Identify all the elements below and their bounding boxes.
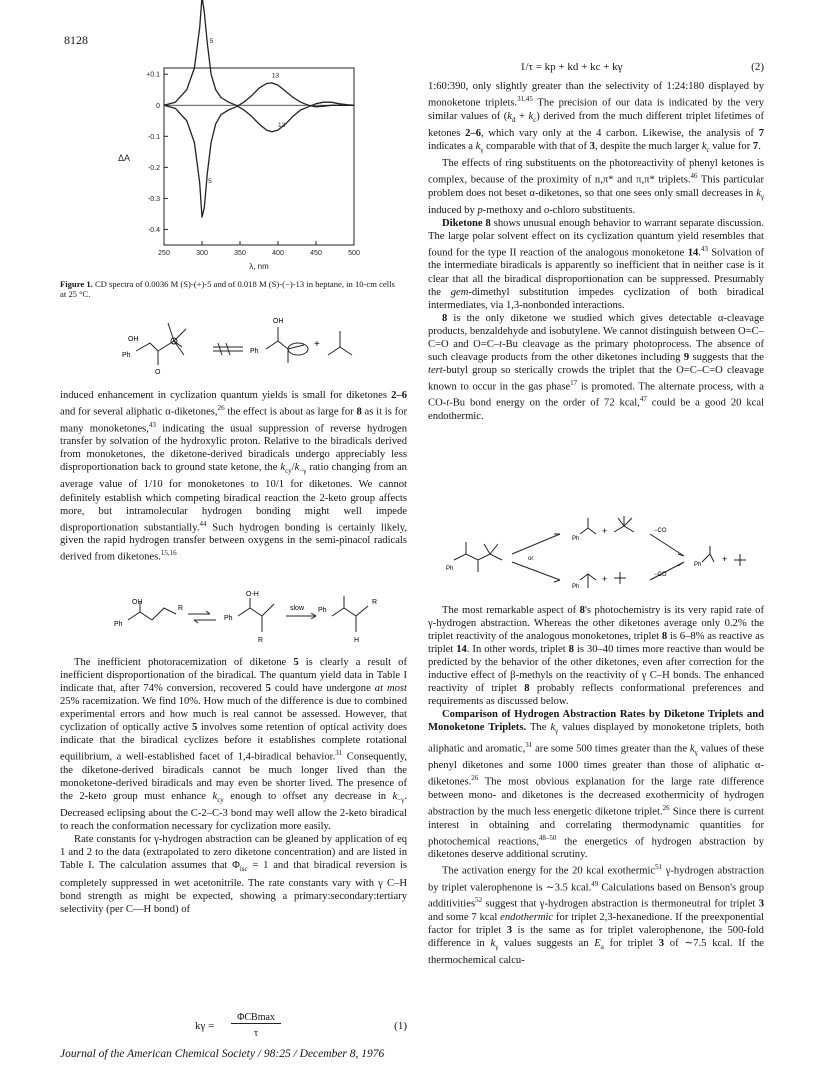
scheme2-r: R bbox=[178, 605, 184, 612]
scheme2-ph-2: Ph bbox=[224, 615, 233, 622]
eq2-number: (2) bbox=[751, 61, 764, 73]
scheme3-ph: Ph bbox=[446, 566, 454, 572]
x-tick-label: 400 bbox=[272, 250, 284, 257]
x-tick-label: 300 bbox=[196, 250, 208, 257]
scheme2-h: H bbox=[354, 637, 360, 644]
right-column-text-2: The most remarkable aspect of 8's photochemistry is its very rapid rate of γ-hydrogen abstraction. Whereas the other diketones average only 0.2% the triplet reactivity of the analogous monoketones, triplet 8 is 6–8% as reactive as triplet 14. In other words, triplet 8 is 30–40 times more reactive than would be predicted by the behavior of the other diketones, even after correction for the inductive effect of β-methyls on the reactivity of γ C–H bonds. The enhanced reactivity of triplet 8 probably reflects conformational preferences and requirements as discussed below. Comparison of Hydrogen Abstraction Rates by Diketone Triplets and Monoketone Triplets. The $k_\gamma$ values displayed by monoketone triplets, both aliphatic and aromatic,$^{31}$ are some 500 times greater than the $k_\gamma$ values of these phenyl diketones and some 1000 times greater than those of aliphatic α-diketones.$^{26}$ The most obvious explanation for the large rate difference between mono- and diketones is the decreased exothermicity of hydrogen abstraction by the much less energetic diketone triplet.$^{26}$ Since there is current interest in obtaining and correlating thermodynamic quantities for photochemical reactions,$^{48-50}$ the energetics of hydrogen abstraction by diketones deserve additional scrutiny. The activation energy for the 20 kcal exothermic$^{51}$ γ-hydrogen abstraction by triplet valerophenone is ∼3.5 kcal.$^{49}$ Calculations based on Benson's group additivities$^{52}$ suggest that γ-hydrogen abstraction is thermoneutral for triplet 3 and some 7 kcal endothermic for triplet 2,3-hexanedione. If the preexponential factor for triplet 3 is the same as for triplet valerophenone, the 500-fold difference in $k_\gamma$ values suggests an $E_a$ for triplet 3 of ∼7.5 kcal. If the thermochemical calcu- bbox=[428, 605, 765, 967]
figure-caption bbox=[60, 279, 400, 300]
scheme3-minus-co-2: −CO bbox=[654, 572, 667, 578]
eq2-body: 1/τ = kp + kd + kc + kγ bbox=[520, 61, 623, 73]
scheme3-or: or bbox=[528, 556, 534, 562]
x-tick-label: 350 bbox=[234, 250, 246, 257]
journal-footer: Journal of the American Chemical Society / 98:25 / December 8, 1976 bbox=[60, 1048, 385, 1060]
scheme-alpha-cleavage bbox=[440, 510, 760, 600]
scheme2-r-3: R bbox=[372, 599, 378, 606]
scheme3-ph-2: Ph bbox=[572, 536, 580, 542]
scheme3-plus: + bbox=[602, 526, 608, 536]
scheme3-plus-3: + bbox=[722, 554, 728, 564]
eq1-number: (1) bbox=[394, 1020, 407, 1032]
scheme2-ph-3: Ph bbox=[318, 607, 327, 614]
x-tick-label: 450 bbox=[310, 250, 322, 257]
scheme3-plus-2: + bbox=[602, 574, 608, 584]
scheme-label-o: O bbox=[155, 369, 161, 376]
y-tick-label: +0.1 bbox=[146, 71, 160, 79]
figure-caption-text: CD spectra of 0.0036 M (S)-(+)-5 and of 0.018 M (S)-(−)-13 in heptane, in 10-cm cells at 25 °C. bbox=[60, 279, 395, 300]
x-axis-label: λ, nm bbox=[249, 262, 269, 271]
scheme2-r-2: R bbox=[258, 637, 264, 644]
scheme2-o-h: O-H bbox=[246, 591, 259, 598]
scheme-label-ph: Ph bbox=[122, 352, 131, 359]
scheme-biradical-cleavage bbox=[118, 303, 368, 383]
y-tick-label: -0.1 bbox=[147, 133, 160, 141]
cd-spectrum-chart bbox=[112, 38, 364, 282]
scheme3-ph-4: Ph bbox=[694, 562, 702, 568]
equation-1 bbox=[195, 1012, 407, 1042]
x-tick-label: 250 bbox=[158, 250, 170, 257]
eq1-lhs: kγ = bbox=[195, 1020, 215, 1032]
y-tick-label: -0.3 bbox=[147, 195, 160, 203]
scheme2-slow: slow bbox=[290, 605, 305, 612]
y-tick-label: -0.2 bbox=[147, 164, 160, 172]
scheme3-minus-co: −CO bbox=[654, 528, 667, 534]
eq1-numerator: ΦCBmax bbox=[231, 1012, 281, 1024]
y-axis-label: ΔA bbox=[118, 153, 131, 164]
x-tick-label: 500 bbox=[348, 250, 360, 257]
page-number: 8128 bbox=[64, 33, 88, 47]
scheme-label-oh-2: OH bbox=[273, 318, 284, 325]
y-tick-label: 0 bbox=[156, 102, 160, 110]
right-column-text: 1:60:390, only slightly greater than the selectivity of 1:24:180 displayed by monoketone triplets.$^{31,45}$ The precision of our data is indicated by the very similar values of $(k_d + k_c)$ derived from the much different triplet lifetimes of ketones 2–6, which vary only at the 4 carbon. Likewise, the analysis of 7 indicates a $k_\gamma$ comparable with that of 3, despite the much larger $k_c$ value for 7. The effects of ring substituents on the photoreactivity of phenyl ketones is complex, because of the proximity of n,π* and π,π* triplets.$^{46}$ This particular problem does not beset α-diketones, so that one sees only small decreases in $k_\gamma$ induced by p-methoxy and o-chloro substituents. Diketone 8 shows unusual enough behavior to warrant separate discussion. The large polar solvent effect on its cyclization quantum yield resembles that found for the type II reaction of the analogous monoketone 14.43 Solvation of the intermediate biradicals is apparently so inefficient that in neither case is it clear that all the biradical disproportionation can be suppressed. Presumably the gem-dimethyl substitution impedes cyclization of both biradical intermediates, via 1,3-nonbonded interactions. 8 is the only diketone we studied which gives detectable α-cleavage products, benzaldehyde and isobutylene. We cannot distinguish between O=C–C=O and O=C–t-Bu cleavage as the primary photoprocess. The absence of such cleavage products from the other diketones including 9 suggests that the tert-butyl group so sterically crowds the triplet that the O=C–C=O cleavage known to occur in the gas phase$^{17}$ is promoted. The alternate process, with a CO-t-Bu bond energy on the order of 72 kcal,$^{47}$ could be a good 20 kcal endothermic. bbox=[428, 81, 765, 423]
series-line-5 bbox=[164, 83, 354, 217]
chart-plot-area bbox=[118, 0, 360, 271]
series-label-13: 13 bbox=[271, 72, 280, 80]
eq1-denominator: τ bbox=[253, 1028, 259, 1039]
series-label-13: 13 bbox=[278, 122, 286, 129]
scheme3-ph-3: Ph bbox=[572, 584, 580, 590]
left-column-text-2: The inefficient photoracemization of diketone 5 is clearly a result of inefficient disproportionation of the biradical. The quantum yield data in Table I indicate that, after 74% conversion, recovered 5 could have undergone at most 25% racemization. We find 10%. How much of the difference is due to combined experimental errors and how much is real cannot be assessed. However, that cyclization of optically active 5 involves some retention of optical activity does indicate that the biradical cyclizes before it establishes complete rotational equilibrium, a well-established facet of 1,4-biradical behavior.$^{31}$ Consequently, the diketone-derived biradicals cannot be much longer lived than the monoketone-derived biradicals and may even be shorter lived. The presence of the 2-keto group must enhance $k_{cy}$ enough to offset any decrease in $k_{-\gamma}$. Decreased eclipsing about the C-2–C-3 bond may well allow the 2-keto biradical to reach the conformation necessary for cyclization more easily. Rate constants for γ-hydrogen abstraction can be gleaned by application of eq 1 and 2 to the data (extrapolated to zero diketone concentration) and are listed in Table I. The calculation assumes that $\Phi_{isc} = 1$ and that biradical reversion is completely suppressed in wet acetonitrile. The rate constants vary with γ C–H bond strength as might be expected, showing a primary:secondary:tertiary selectivity (per C—H bond) of bbox=[60, 657, 408, 915]
left-column-text: induced enhancement in cyclization quantum yields is small for diketones 2–6 and for several aliphatic α-diketones,$^{26}$ the effect is about as large for 8 as it is for many monoketones,$^{43}$ indicating the usual suppression of reverse hydrogen transfer by solvation of the hydroxylic proton. Relative to the biradicals derived from monoketones, the diketone-derived biradicals undergo appreciably less disproportionation back to ground state ketone, the $k_{cy}/k_{-\gamma}$ ratio changing from an average value of 1/10 for monoketones to 10/1 for diketones. We cannot definitely establish which competing biradical reaction the 2-keto group affects more, but intramolecular hydrogen bonding might well impede disproportionation substantially.$^{44}$ Such hydrogen bonding is certainly likely, given the rapid hydrogen transfer between oxygens in the semi-pinacol radicals derived from diketones.$^{15,16}$ bbox=[60, 390, 407, 563]
figure-label: Figure 1. bbox=[60, 279, 93, 289]
scheme-plus: + bbox=[314, 339, 320, 350]
scheme-label-ph-2: Ph bbox=[250, 348, 259, 355]
scheme2-ph: Ph bbox=[114, 621, 123, 628]
scheme-label-oh: OH bbox=[128, 336, 139, 343]
equation-2 bbox=[428, 61, 764, 77]
series-line-13 bbox=[164, 0, 354, 132]
y-tick-label: -0.4 bbox=[147, 226, 160, 234]
series-label-5: 5 bbox=[208, 177, 212, 185]
series-label-5: 5 bbox=[209, 38, 214, 46]
scheme-hydrogen-bonded-biradical bbox=[110, 590, 400, 645]
plot-frame bbox=[164, 68, 354, 245]
scheme2-oh: OH bbox=[132, 599, 143, 606]
